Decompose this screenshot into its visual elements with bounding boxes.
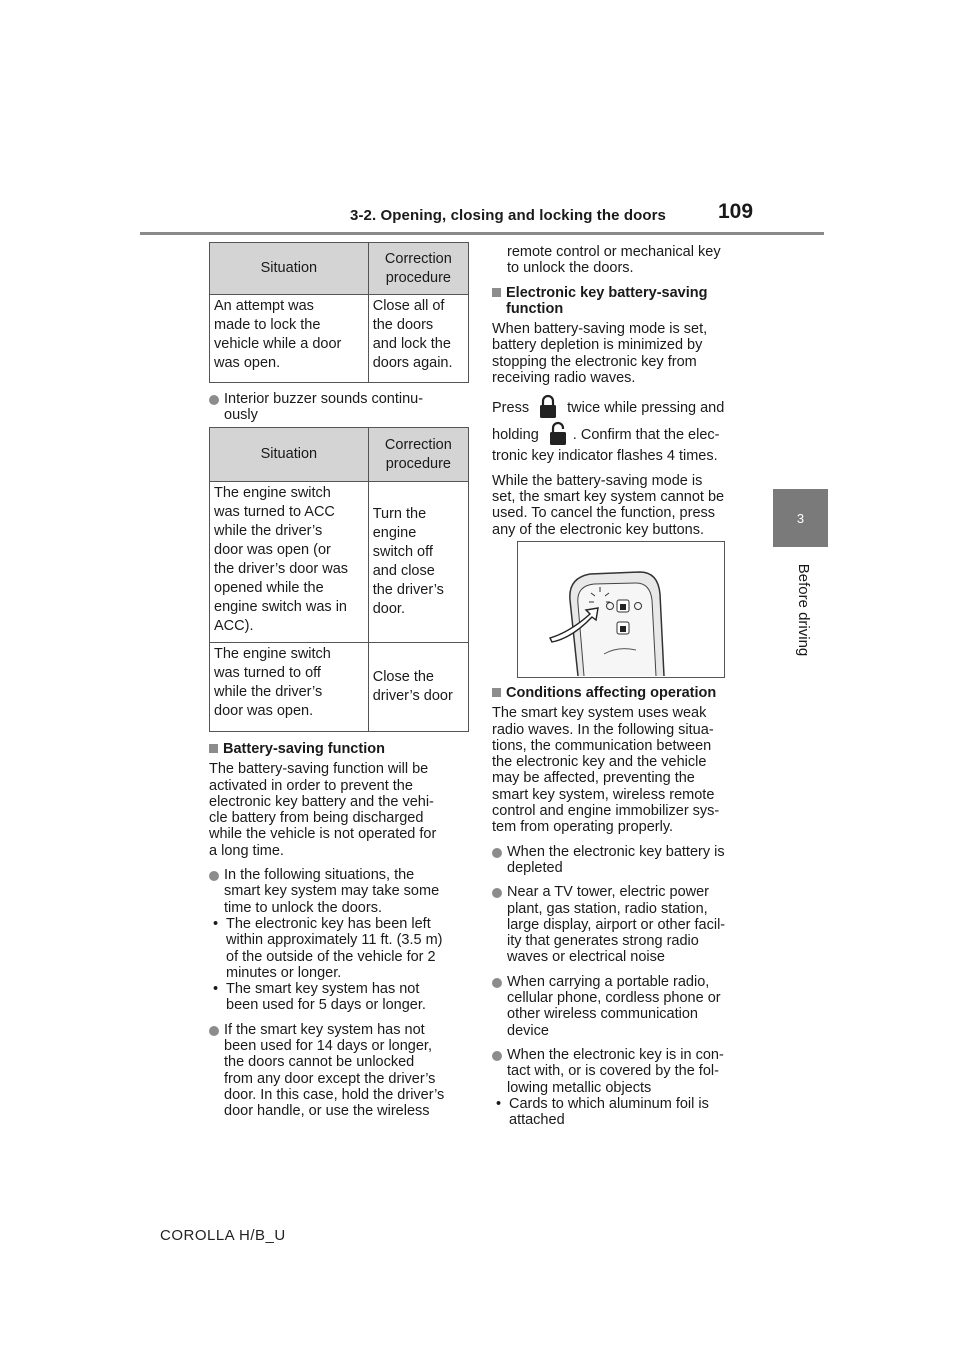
list-item: Near a TV tower, electric power plant, gas station, radio station, large display, airport or other facil- ity that generates strong radio waves or electrical noise [492, 884, 754, 965]
bullet-dot-icon [492, 848, 502, 858]
conditions-heading: Conditions affecting operation [492, 685, 754, 701]
chapter-tab [773, 489, 828, 547]
correction-cell: Close the driver’s door [372, 669, 453, 704]
bullet-dot-icon [492, 978, 502, 988]
list-item: When the electronic key is in con- tact with, or is covered by the fol- lowing metallic objects [492, 1047, 754, 1096]
holding-instruction: holding . Confirm that the elec- [492, 421, 754, 448]
header-rule [140, 232, 824, 235]
situation-cell: The engine switch was turned to ACC while the driver’s door was open (or the driver’s door was opened while the engine switch was in ACC). [214, 485, 349, 634]
col-situation: Situation [210, 428, 369, 482]
col-situation: Situation [210, 243, 369, 295]
sub-list-item: • Cards to which aluminum foil is attached [496, 1095, 709, 1129]
col-correction: Correction procedure [368, 428, 468, 482]
table-row [210, 643, 469, 732]
list-item: In the following situations, the smart key system may take some time to unlock the doors. [209, 867, 471, 916]
correction-cell: Close all of the doors and lock the doors again. [372, 298, 453, 371]
square-bullet-icon [209, 744, 218, 753]
col-correction: Correction procedure [368, 243, 468, 295]
chapter-number: 3 [796, 510, 805, 526]
table-row [210, 482, 469, 643]
situation-cell: The engine switch was turned to off while the driver’s door was open. [214, 646, 331, 719]
electronic-key-intro: When battery-saving mode is set, battery depletion is minimized by stopping the electronic key from receiving radio waves. [492, 321, 708, 387]
bullet-dot-icon [209, 395, 219, 405]
situation-cell: An attempt was made to lock the vehicle while a door was open. [214, 298, 342, 371]
confirm-text: tronic key indicator flashes 4 times. [492, 448, 718, 465]
sub-list-item: • The smart key system has not been used for 5 days or longer. [213, 981, 426, 1014]
list-item: When carrying a portable radio, cellular phone, cordless phone or other wireless communication device [492, 974, 754, 1039]
unlock-icon [547, 421, 569, 447]
section-title: 3-2. Opening, closing and locking the doors [350, 207, 666, 224]
continued-text: remote control or mechanical key to unlock the doors. [507, 244, 721, 277]
bullet-dot-icon [209, 1026, 219, 1036]
square-bullet-icon [492, 288, 501, 297]
footer-model: COROLLA H/B_U [160, 1227, 286, 1244]
chapter-label: Before driving [795, 563, 812, 657]
list-item: When the electronic key battery is depleted [492, 844, 754, 877]
electronic-key-heading: Electronic key battery-saving function [492, 285, 754, 318]
bullet-dot-icon [492, 888, 502, 898]
conditions-intro: The smart key system uses weak radio waves. In the following situa- tions, the communication between the electronic key and the vehicle may be affected, preventing the smart key system, wireless remote control and engine immobilizer sys- tem from operating properly. [492, 705, 720, 836]
battery-saving-intro: The battery-saving function will be activated in order to prevent the electronic key battery and the vehi- cle battery from being discharged while the vehicle is not operated for a long time. [209, 761, 437, 859]
table-row [210, 295, 469, 383]
press-instruction: Press twice while pressing and [492, 394, 754, 421]
table-buzzer [209, 427, 469, 732]
bullet-dot-icon [209, 871, 219, 881]
battery-saving-heading: Battery-saving function [209, 741, 471, 757]
square-bullet-icon [492, 688, 501, 697]
bullet-dot-icon [492, 1051, 502, 1061]
list-item: If the smart key system has not been used for 14 days or longer, the doors cannot be unlocked from any door except the driver’s door. In this case, hold the driver’s door handle, or use the wireless [209, 1022, 471, 1120]
list-item: Interior buzzer sounds continu- ously [209, 391, 471, 424]
table-door-open [209, 242, 469, 383]
lock-icon [537, 394, 559, 420]
electronic-key-illustration [517, 541, 725, 678]
sub-list-item: • The electronic key has been left within approximately 11 ft. (3.5 m) of the outside of the vehicle for 2 minutes or longer. [213, 915, 443, 981]
page-number: 109 [718, 200, 754, 223]
cancel-text: While the battery-saving mode is set, the smart key system cannot be used. To cancel the function, press any of the electronic key buttons. [492, 472, 725, 538]
correction-cell: Turn the engine switch off and close the driver’s door. [372, 506, 444, 617]
